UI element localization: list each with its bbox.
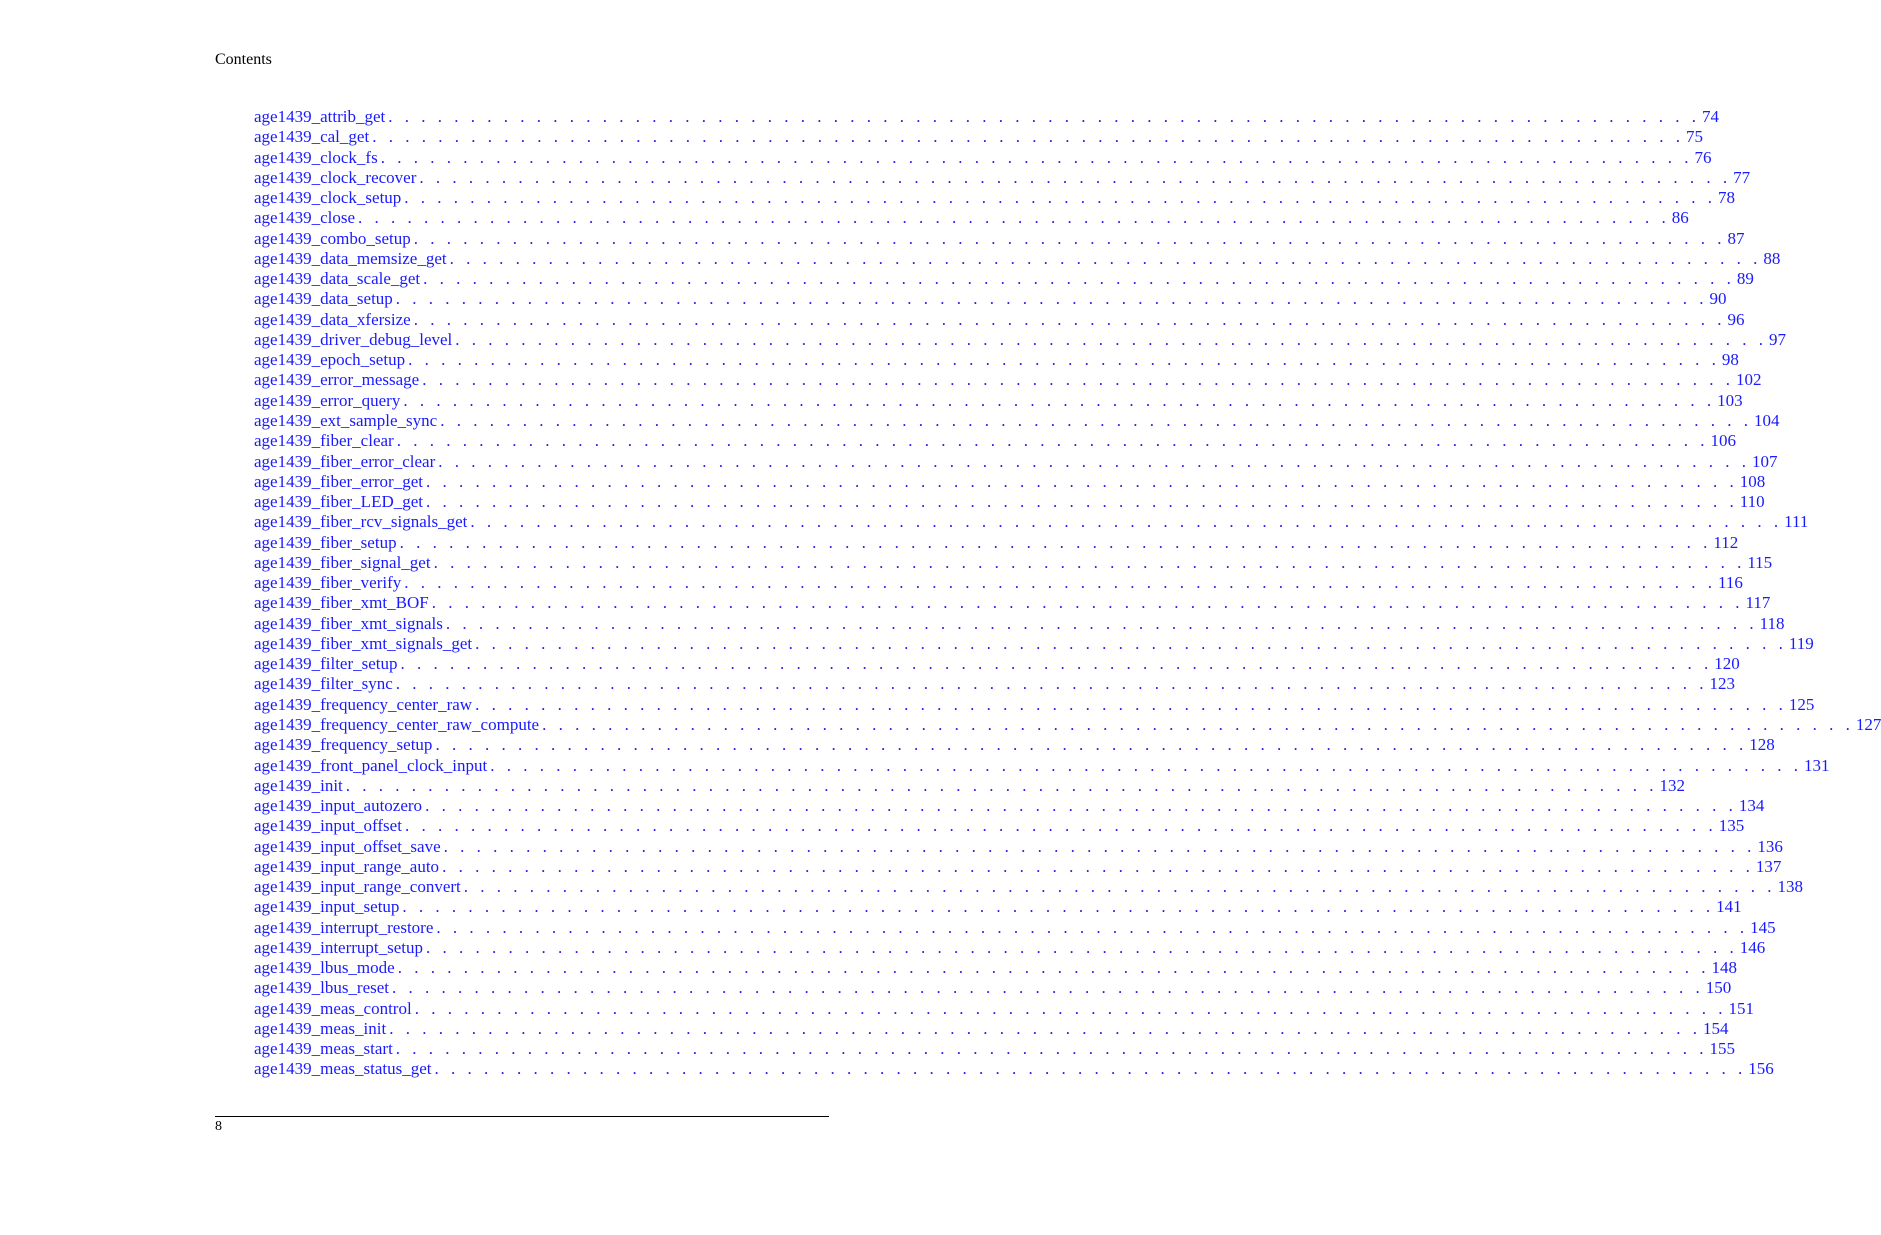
- toc-entry-title[interactable]: age1439_front_panel_clock_input: [254, 755, 488, 775]
- toc-entry-page[interactable]: 141: [1716, 897, 1742, 917]
- dot-leader: . . . . . . . . . . . . . . . . . . . . . . . . . . . . . . . . . . . . . . . . . . . . . . . . . . . . . . . . . . . . . . . . . . . . . . . . . . . . . . . .: [423, 269, 1735, 289]
- toc-entry[interactable]: [254, 167, 1751, 188]
- toc-entry[interactable]: [254, 147, 1712, 168]
- dot-leader: . . . . . . . . . . . . . . . . . . . . . . . . . . . . . . . . . . . . . . . . . . . . . . . . . . . . . . . . . . . . . . . . . . . . . . . . . . . . . . . .: [395, 289, 1708, 309]
- toc-entry[interactable]: [254, 248, 1781, 269]
- toc-entry-page[interactable]: 108: [1739, 471, 1766, 491]
- toc-entry-title[interactable]: age1439_interrupt_restore: [254, 917, 434, 937]
- dot-leader: . . . . . . . . . . . . . . . . . . . . . . . . . . . . . . . . . . . . . . . . . . . . . . . . . . . . . . . . . . . . . . . . . . . . . . . . . . . . . . . .: [358, 208, 1670, 228]
- dot-leader: . . . . . . . . . . . . . . . . . . . . . . . . . . . . . . . . . . . . . . . . . . . . . . . . . . . . . . . . . . . . . . . . . . . . . . . . . . . . . . . .: [455, 329, 1768, 349]
- toc-entry-title[interactable]: age1439_frequency_center_raw: [254, 694, 473, 714]
- toc-entry[interactable]: [254, 573, 1743, 593]
- dot-leader: . . . . . . . . . . . . . . . . . . . . . . . . . . . . . . . . . . . . . . . . . . . . . . . . . . . . . . . . . . . . . . . . . . . . . . . . . . . . . . . .: [395, 674, 1708, 694]
- toc-entry-title[interactable]: age1439_lbus_mode: [254, 958, 395, 978]
- toc-entry[interactable]: [254, 269, 1754, 289]
- dot-leader: . . . . . . . . . . . . . . . . . . . . . . . . . . . . . . . . . . . . . . . . . . . . . . . . . . . . . . . . . . . . . . . . . . . . . . . . . . . . . . . .: [388, 107, 1700, 126]
- toc-entry-title[interactable]: age1439_data_memsize_get: [254, 248, 447, 268]
- toc-entry-title[interactable]: age1439_clock_setup: [254, 188, 402, 208]
- toc-entry-page[interactable]: 112: [1713, 532, 1739, 552]
- dot-leader: . . . . . . . . . . . . . . . . . . . . . . . . . . . . . . . . . . . . . . . . . . . . . . . . . . . . . . . . . . . . . . . . . . . . . . . . . . . . . . . .: [431, 593, 1744, 613]
- toc-entry-title[interactable]: age1439_driver_debug_level: [254, 329, 453, 349]
- dot-leader: . . . . . . . . . . . . . . . . . . . . . . . . . . . . . . . . . . . . . . . . . . . . . . . . . . . . . . . . . . . . . . . . . . . . . . . . . . . . . . . .: [397, 958, 1710, 978]
- toc-entry[interactable]: [254, 775, 1686, 796]
- dot-leader: . . . . . . . . . . . . . . . . . . . . . . . . . . . . . . . . . . . . . . . . . . . . . . . . . . . . . . . . . . . . . . . . . . . . . . . . . . . . . . . .: [403, 390, 1716, 410]
- toc-entry-page[interactable]: 111: [1784, 512, 1809, 532]
- toc-entry[interactable]: [254, 978, 1732, 998]
- toc-entry-page[interactable]: 74: [1702, 107, 1719, 126]
- toc-entry-title[interactable]: age1439_interrupt_setup: [254, 937, 424, 957]
- toc-entry-page[interactable]: 116: [1718, 573, 1743, 593]
- toc-entry-title[interactable]: age1439_combo_setup: [254, 228, 411, 248]
- toc-entry-title[interactable]: age1439_frequency_center_raw_compute: [254, 714, 540, 734]
- dot-leader: . . . . . . . . . . . . . . . . . . . . . . . . . . . . . . . . . . . . . . . . . . . . . . . . . . . . . . . . . . . . . . . . . . . . . . . . . . . . . . . .: [414, 998, 1727, 1018]
- dot-leader: . . . . . . . . . . . . . . . . . . . . . . . . . . . . . . . . . . . . . . . . . . . . . . . . . . . . . . . . . . . . . . . . . . . . . . . . . . . . . . . .: [413, 309, 1726, 329]
- toc-entry[interactable]: [254, 107, 1719, 127]
- toc-entry[interactable]: [254, 1018, 1729, 1039]
- toc-entry[interactable]: [254, 350, 1739, 370]
- toc-entry-title[interactable]: age1439_meas_control: [254, 998, 412, 1018]
- toc-entry[interactable]: [254, 451, 1778, 472]
- toc-entry[interactable]: [254, 694, 1815, 715]
- toc-entry[interactable]: [254, 633, 1814, 654]
- toc-entry[interactable]: [254, 613, 1785, 634]
- toc-entry-page[interactable]: 138: [1777, 877, 1804, 897]
- toc-entry-page[interactable]: 125: [1788, 694, 1815, 714]
- dot-leader: . . . . . . . . . . . . . . . . . . . . . . . . . . . . . . . . . . . . . . . . . . . . . . . . . . . . . . . . . . . . . . . . . . . . . . . . . . . . . . . .: [345, 775, 1658, 795]
- dot-leader: . . . . . . . . . . . . . . . . . . . . . . . . . . . . . . . . . . . . . . . . . . . . . . . . . . . . . . . . . . . . . . . . . . . . . . . . . . . . . . . .: [463, 877, 1776, 897]
- toc-entry-page[interactable]: 104: [1753, 410, 1780, 430]
- dot-leader: . . . . . . . . . . . . . . . . . . . . . . . . . . . . . . . . . . . . . . . . . . . . . . . . . . . . . . . . . . . . . . . . . . . . . . . . . . . . . . . .: [443, 836, 1756, 856]
- dot-leader: . . . . . . . . . . . . . . . . . . . . . . . . . . . . . . . . . . . . . . . . . . . . . . . . . . . . . . . . . . . . . . . . . . . . . . . . . . . . . . . .: [475, 633, 1787, 653]
- toc-entry-page[interactable]: 134: [1738, 796, 1765, 816]
- toc-entry-page[interactable]: 86: [1671, 208, 1689, 228]
- toc-entry[interactable]: [254, 877, 1804, 897]
- dot-leader: . . . . . . . . . . . . . . . . . . . . . . . . . . . . . . . . . . . . . . . . . . . . . . . . . . . . . . . . . . . . . . . . . . . . . . . . . . . . . . . .: [445, 613, 1758, 633]
- toc-entry-title[interactable]: age1439_filter_sync: [254, 674, 393, 694]
- toc-entry-title[interactable]: age1439_data_xfersize: [254, 309, 411, 329]
- toc-entry[interactable]: [254, 390, 1743, 411]
- toc-entry[interactable]: [254, 228, 1745, 249]
- toc-entry[interactable]: [254, 998, 1754, 1019]
- toc-entry-page[interactable]: 154: [1702, 1018, 1729, 1038]
- toc-entry[interactable]: [254, 654, 1740, 674]
- toc-entry-title[interactable]: age1439_fiber_error_clear: [254, 451, 436, 471]
- dot-leader: . . . . . . . . . . . . . . . . . . . . . . . . . . . . . . . . . . . . . . . . . . . . . . . . . . . . . . . . . . . . . . . . . . . . . . . . . . . . . . . .: [438, 451, 1750, 471]
- dot-leader: . . . . . . . . . . . . . . . . . . . . . . . . . . . . . . . . . . . . . . . . . . . . . . . . . . . . . . . . . . . . . . . . . . . . . . . . . . . . . . . .: [422, 370, 1734, 390]
- toc-entry-page[interactable]: 135: [1718, 816, 1745, 836]
- toc-entry-page[interactable]: 102: [1735, 370, 1762, 390]
- toc-entry-page[interactable]: 78: [1718, 188, 1736, 208]
- toc-entry-title[interactable]: age1439_input_range_auto: [254, 856, 440, 876]
- toc-entry[interactable]: [254, 127, 1703, 147]
- toc-entry-title[interactable]: age1439_input_autozero: [254, 796, 423, 816]
- toc-entry[interactable]: [254, 370, 1762, 390]
- toc-entry-page[interactable]: 110: [1739, 492, 1765, 512]
- toc-entry-title[interactable]: age1439_fiber_xmt_BOF: [254, 593, 429, 613]
- toc-entry-title[interactable]: age1439_lbus_reset: [254, 978, 390, 998]
- toc-entry[interactable]: [254, 309, 1745, 330]
- dot-leader: . . . . . . . . . . . . . . . . . . . . . . . . . . . . . . . . . . . . . . . . . . . . . . . . . . . . . . . . . . . . . . . . . . . . . . . . . . . . . . . .: [400, 654, 1713, 674]
- dot-leader: . . . . . . . . . . . . . . . . . . . . . . . . . . . . . . . . . . . . . . . . . . . . . . . . . . . . . . . . . . . . . . . . . . . . . . . . . . . . . . . .: [440, 410, 1752, 430]
- toc-entry[interactable]: [254, 552, 1773, 573]
- toc-entry-title[interactable]: age1439_clock_recover: [254, 167, 417, 187]
- toc-entry-page[interactable]: 76: [1694, 147, 1712, 167]
- toc-entry[interactable]: [254, 593, 1771, 613]
- toc-entry-title[interactable]: age1439_fiber_verify: [254, 573, 402, 593]
- toc-entry-page[interactable]: 155: [1709, 1039, 1736, 1059]
- toc-entry-page[interactable]: 117: [1745, 593, 1771, 613]
- toc-entry-page[interactable]: 103: [1717, 390, 1743, 410]
- toc-entry-page[interactable]: 150: [1705, 978, 1732, 998]
- toc-entry-title[interactable]: age1439_input_offset_save: [254, 836, 441, 856]
- toc-entry-page[interactable]: 97: [1769, 329, 1787, 349]
- toc-entry-page[interactable]: 145: [1750, 917, 1776, 937]
- toc-entry[interactable]: [254, 917, 1776, 938]
- toc-entry-title[interactable]: age1439_epoch_setup: [254, 350, 406, 370]
- toc-entry-title[interactable]: age1439_close: [254, 208, 356, 228]
- toc-entry-page[interactable]: 132: [1659, 775, 1686, 795]
- toc-entry[interactable]: [254, 674, 1736, 694]
- toc-entry-page[interactable]: 148: [1711, 958, 1737, 978]
- toc-entry[interactable]: [254, 897, 1742, 917]
- toc-entry-page[interactable]: 119: [1788, 633, 1814, 653]
- toc-entry-title[interactable]: age1439_fiber_rcv_signals_get: [254, 512, 468, 532]
- toc-entry-title[interactable]: age1439_error_query: [254, 390, 401, 410]
- table-of-contents: [254, 107, 1881, 1080]
- dot-leader: . . . . . . . . . . . . . . . . . . . . . . . . . . . . . . . . . . . . . . . . . . . . . . . . . . . . . . . . . . . . . . . . . . . . . . . . . . . . . . . .: [392, 978, 1704, 998]
- dot-leader: . . . . . . . . . . . . . . . . . . . . . . . . . . . . . . . . . . . . . . . . . . . . . . . . . . . . . . . . . . . . . . . . . . . . . . . . . . . . . . . .: [402, 897, 1715, 917]
- toc-entry-title[interactable]: age1439_meas_status_get: [254, 1059, 432, 1079]
- toc-entry-title[interactable]: age1439_error_message: [254, 370, 420, 390]
- toc-entry-page[interactable]: 107: [1751, 451, 1778, 471]
- dot-leader: . . . . . . . . . . . . . . . . . . . . . . . . . . . . . . . . . . . . . . . . . . . . . . . . . . . . . . . . . . . . . . . . . . . . . . . . . . . . . . . .: [475, 694, 1787, 714]
- toc-entry-title[interactable]: age1439_init: [254, 775, 343, 795]
- footer-divider: [215, 1116, 829, 1117]
- dot-leader: . . . . . . . . . . . . . . . . . . . . . . . . . . . . . . . . . . . . . . . . . . . . . . . . . . . . . . . . . . . . . . . . . . . . . . . . . . . . . . . .: [433, 552, 1746, 572]
- toc-entry[interactable]: [254, 937, 1766, 958]
- toc-entry[interactable]: [254, 836, 1783, 857]
- toc-entry-page[interactable]: 90: [1709, 289, 1727, 309]
- toc-entry-title[interactable]: age1439_input_setup: [254, 897, 400, 917]
- toc-entry[interactable]: [254, 188, 1736, 208]
- dot-leader: . . . . . . . . . . . . . . . . . . . . . . . . . . . . . . . . . . . . . . . . . . . . . . . . . . . . . . . . . . . . . . . . . . . . . . . . . . . . . . . .: [396, 431, 1709, 451]
- toc-entry-title[interactable]: age1439_fiber_error_get: [254, 471, 423, 491]
- dot-leader: . . . . . . . . . . . . . . . . . . . . . . . . . . . . . . . . . . . . . . . . . . . . . . . . . . . . . . . . . . . . . . . . . . . . . . . . . . . . . . . .: [470, 512, 1783, 532]
- toc-entry-title[interactable]: age1439_fiber_setup: [254, 532, 397, 552]
- toc-entry-title[interactable]: age1439_meas_start: [254, 1039, 393, 1059]
- dot-leader: . . . . . . . . . . . . . . . . . . . . . . . . . . . . . . . . . . . . . . . . . . . . . . . . . . . . . . . . . . . . . . . . . . . . . . . . . . . . . . . .: [404, 816, 1717, 836]
- dot-leader: . . . . . . . . . . . . . . . . . . . . . . . . . . . . . . . . . . . . . . . . . . . . . . . . . . . . . . . . . . . . . . . . . . . . . . . . . . . . . . . .: [425, 796, 1737, 816]
- toc-entry-page[interactable]: 127: [1855, 714, 1881, 734]
- toc-entry[interactable]: [254, 532, 1739, 553]
- toc-entry[interactable]: [254, 512, 1809, 532]
- dot-leader: . . . . . . . . . . . . . . . . . . . . . . . . . . . . . . . . . . . . . . . . . . . . . . . . . . . . . . . . . . . . . . . . . . . . . . . . . . . . . . . .: [404, 573, 1717, 593]
- toc-entry[interactable]: [254, 958, 1737, 978]
- toc-entry-title[interactable]: age1439_meas_init: [254, 1018, 387, 1038]
- toc-entry-title[interactable]: age1439_fiber_signal_get: [254, 552, 431, 572]
- toc-entry-page[interactable]: 131: [1803, 755, 1830, 775]
- dot-leader: . . . . . . . . . . . . . . . . . . . . . . . . . . . . . . . . . . . . . . . . . . . . . . . . . . . . . . . . . . . . . . . . . . . . . . . . . . . . . . . .: [434, 1059, 1747, 1079]
- dot-leader: . . . . . . . . . . . . . . . . . . . . . . . . . . . . . . . . . . . . . . . . . . . . . . . . . . . . . . . . . . . . . . . . . . . . . . . . . . . . . . . .: [372, 127, 1684, 147]
- toc-entry[interactable]: [254, 735, 1775, 755]
- toc-entry-page[interactable]: 98: [1721, 350, 1739, 370]
- toc-entry-title[interactable]: age1439_fiber_clear: [254, 431, 394, 451]
- dot-leader: . . . . . . . . . . . . . . . . . . . . . . . . . . . . . . . . . . . . . . . . . . . . . . . . . . . . . . . . . . . . . . . . . . . . . . . . . . . . . . . .: [426, 937, 1738, 957]
- toc-entry[interactable]: [254, 714, 1881, 735]
- toc-entry-page[interactable]: 77: [1733, 167, 1751, 187]
- running-head: Contents: [215, 51, 272, 68]
- toc-entry[interactable]: [254, 289, 1727, 309]
- dot-leader: . . . . . . . . . . . . . . . . . . . . . . . . . . . . . . . . . . . . . . . . . . . . . . . . . . . . . . . . . . . . . . . . . . . . . . . . . . . . . . . .: [395, 1039, 1708, 1059]
- toc-entry[interactable]: [254, 1059, 1774, 1079]
- toc-entry-title[interactable]: age1439_fiber_xmt_signals_get: [254, 633, 473, 653]
- toc-entry-title[interactable]: age1439_data_scale_get: [254, 269, 421, 289]
- toc-entry-page[interactable]: 118: [1759, 613, 1785, 633]
- toc-entry[interactable]: [254, 492, 1765, 512]
- dot-leader: . . . . . . . . . . . . . . . . . . . . . . . . . . . . . . . . . . . . . . . . . . . . . . . . . . . . . . . . . . . . . . . . . . . . . . . . . . . . . . . .: [425, 471, 1738, 491]
- toc-entry-page[interactable]: 136: [1757, 836, 1783, 856]
- toc-entry[interactable]: [254, 471, 1766, 492]
- dot-leader: . . . . . . . . . . . . . . . . . . . . . . . . . . . . . . . . . . . . . . . . . . . . . . . . . . . . . . . . . . . . . . . . . . . . . . . . . . . . . . . .: [399, 532, 1712, 552]
- dot-leader: . . . . . . . . . . . . . . . . . . . . . . . . . . . . . . . . . . . . . . . . . . . . . . . . . . . . . . . . . . . . . . . . . . . . . . . . . . . . . . . .: [435, 735, 1748, 755]
- toc-entry-page[interactable]: 115: [1747, 552, 1773, 572]
- dot-leader: . . . . . . . . . . . . . . . . . . . . . . . . . . . . . . . . . . . . . . . . . . . . . . . . . . . . . . . . . . . . . . . . . . . . . . . . . . . . . . . .: [490, 755, 1802, 775]
- dot-leader: . . . . . . . . . . . . . . . . . . . . . . . . . . . . . . . . . . . . . . . . . . . . . . . . . . . . . . . . . . . . . . . . . . . . . . . . . . . . . . . .: [404, 188, 1717, 208]
- toc-entry[interactable]: [254, 796, 1765, 816]
- toc-entry-page[interactable]: 146: [1739, 937, 1766, 957]
- dot-leader: . . . . . . . . . . . . . . . . . . . . . . . . . . . . . . . . . . . . . . . . . . . . . . . . . . . . . . . . . . . . . . . . . . . . . . . . . . . . . . . .: [542, 714, 1854, 734]
- dot-leader: . . . . . . . . . . . . . . . . . . . . . . . . . . . . . . . . . . . . . . . . . . . . . . . . . . . . . . . . . . . . . . . . . . . . . . . . . . . . . . . .: [436, 917, 1749, 937]
- toc-entry-title[interactable]: age1439_clock_fs: [254, 147, 378, 167]
- toc-entry[interactable]: [254, 208, 1689, 228]
- dot-leader: . . . . . . . . . . . . . . . . . . . . . . . . . . . . . . . . . . . . . . . . . . . . . . . . . . . . . . . . . . . . . . . . . . . . . . . . . . . . . . . .: [408, 350, 1720, 370]
- toc-entry-page[interactable]: 128: [1749, 735, 1775, 755]
- toc-entry-page[interactable]: 151: [1728, 998, 1754, 1018]
- toc-entry-page[interactable]: 156: [1748, 1059, 1774, 1079]
- toc-entry-title[interactable]: age1439_ext_sample_sync: [254, 410, 438, 430]
- toc-entry-page[interactable]: 123: [1709, 674, 1736, 694]
- toc-entry-title[interactable]: age1439_cal_get: [254, 127, 370, 147]
- toc-entry[interactable]: [254, 329, 1787, 350]
- toc-entry-title[interactable]: age1439_fiber_xmt_signals: [254, 613, 443, 633]
- toc-entry[interactable]: [254, 856, 1782, 877]
- toc-entry-title[interactable]: age1439_filter_setup: [254, 654, 398, 674]
- toc-entry[interactable]: [254, 816, 1745, 836]
- toc-entry-title[interactable]: age1439_frequency_setup: [254, 735, 433, 755]
- toc-entry-title[interactable]: age1439_attrib_get: [254, 107, 386, 126]
- dot-leader: . . . . . . . . . . . . . . . . . . . . . . . . . . . . . . . . . . . . . . . . . . . . . . . . . . . . . . . . . . . . . . . . . . . . . . . . . . . . . . . .: [389, 1018, 1701, 1038]
- toc-entry-title[interactable]: age1439_data_setup: [254, 289, 393, 309]
- toc-entry-page[interactable]: 120: [1714, 654, 1740, 674]
- toc-entry-page[interactable]: 87: [1727, 228, 1745, 248]
- dot-leader: . . . . . . . . . . . . . . . . . . . . . . . . . . . . . . . . . . . . . . . . . . . . . . . . . . . . . . . . . . . . . . . . . . . . . . . . . . . . . . . .: [426, 492, 1738, 512]
- toc-entry-page[interactable]: 106: [1710, 431, 1736, 451]
- dot-leader: . . . . . . . . . . . . . . . . . . . . . . . . . . . . . . . . . . . . . . . . . . . . . . . . . . . . . . . . . . . . . . . . . . . . . . . . . . . . . . . .: [380, 147, 1693, 167]
- toc-entry-page[interactable]: 137: [1755, 856, 1782, 876]
- toc-entry-page[interactable]: 96: [1727, 309, 1745, 329]
- toc-entry-title[interactable]: age1439_input_offset: [254, 816, 402, 836]
- toc-entry-page[interactable]: 89: [1736, 269, 1754, 289]
- toc-entry[interactable]: [254, 410, 1780, 431]
- dot-leader: . . . . . . . . . . . . . . . . . . . . . . . . . . . . . . . . . . . . . . . . . . . . . . . . . . . . . . . . . . . . . . . . . . . . . . . . . . . . . . . .: [413, 228, 1726, 248]
- toc-entry[interactable]: [254, 755, 1830, 776]
- dot-leader: . . . . . . . . . . . . . . . . . . . . . . . . . . . . . . . . . . . . . . . . . . . . . . . . . . . . . . . . . . . . . . . . . . . . . . . . . . . . . . . .: [442, 856, 1754, 876]
- dot-leader: . . . . . . . . . . . . . . . . . . . . . . . . . . . . . . . . . . . . . . . . . . . . . . . . . . . . . . . . . . . . . . . . . . . . . . . . . . . . . . . .: [419, 167, 1732, 187]
- toc-entry[interactable]: [254, 431, 1736, 451]
- page-number: 8: [215, 1119, 222, 1134]
- toc-entry-page[interactable]: 88: [1763, 248, 1781, 268]
- toc-entry-title[interactable]: age1439_fiber_LED_get: [254, 492, 423, 512]
- dot-leader: . . . . . . . . . . . . . . . . . . . . . . . . . . . . . . . . . . . . . . . . . . . . . . . . . . . . . . . . . . . . . . . . . . . . . . . . . . . . . . . .: [449, 248, 1762, 268]
- toc-entry-title[interactable]: age1439_input_range_convert: [254, 877, 461, 897]
- toc-entry[interactable]: [254, 1039, 1736, 1059]
- toc-entry-page[interactable]: 75: [1685, 127, 1703, 147]
